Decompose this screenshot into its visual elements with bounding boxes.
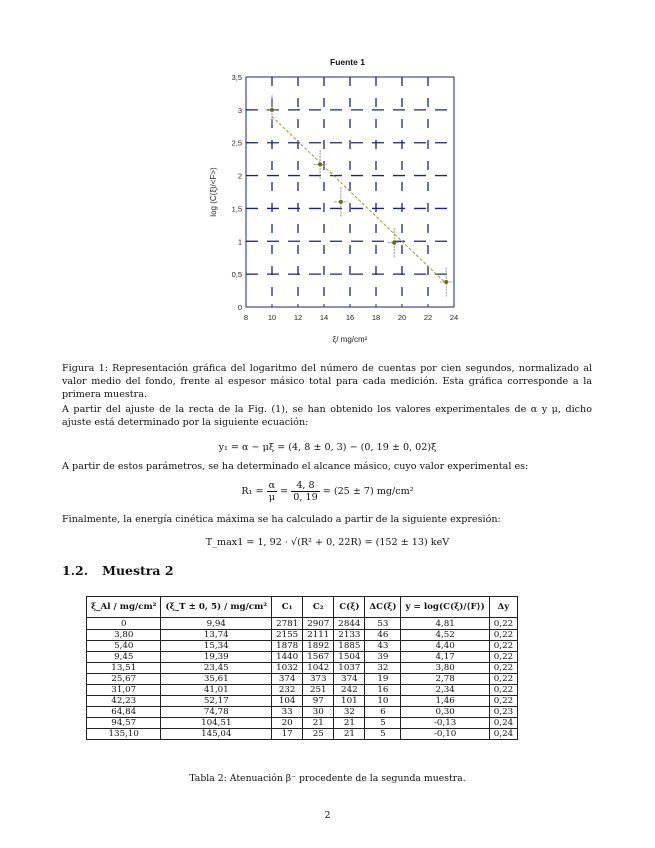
- paragraph-energy: Finalmente, la energía cinética máxima se ha calculado a partir de la siguiente expresión:: [62, 514, 501, 525]
- table-cell: 16: [365, 685, 401, 696]
- table-cell: 4,52: [401, 630, 489, 641]
- table-cell: 1567: [303, 652, 334, 663]
- equation-energy: T_max1 = 1, 92 · √(R² + 0, 22R) = (152 ± 13) keV: [205, 537, 450, 548]
- table-row: [87, 718, 518, 729]
- paragraph-fit: A partir del ajuste de la recta de la Fig. (1), se han obtenido los valores experimentales de α y μ, dicho ajuste está determinado por la siguiente ecuación:: [62, 404, 592, 428]
- eq2-frac1: [267, 480, 277, 503]
- figure-caption: Figura 1: Representación gráfica del logaritmo del número de cuentas por cien segundos, normalizado al valor medio del fondo, frente al espesor másico total para cada medición. Esta gráfica corresponde a la primera muestra.: [62, 363, 592, 400]
- table-body: [87, 618, 518, 740]
- table-cell: -0,13: [401, 718, 489, 729]
- table-cell: 0,22: [489, 685, 517, 696]
- table-cell: 3,80: [401, 663, 489, 674]
- table-cell: -0,10: [401, 729, 489, 740]
- x-tick-label: 8: [243, 313, 249, 322]
- table-row: [87, 707, 518, 718]
- table-cell: 4,40: [401, 641, 489, 652]
- table-cell: 2,78: [401, 674, 489, 685]
- table-cell: 35,61: [161, 674, 272, 685]
- eq2-frac1-den: μ: [268, 492, 275, 503]
- table-cell: 3,80: [87, 630, 161, 641]
- x-tick-label: 14: [319, 313, 329, 322]
- data-point: [339, 200, 343, 204]
- table-cell: 101: [334, 696, 365, 707]
- table-cell: 0: [87, 618, 161, 630]
- table-row: [87, 663, 518, 674]
- table-cell: 0,22: [489, 652, 517, 663]
- table-header-row: [87, 597, 518, 618]
- x-tick-label: 24: [449, 313, 459, 322]
- eq2-frac2-num: 4, 8: [291, 480, 319, 492]
- table-cell: 0,22: [489, 641, 517, 652]
- table-cell: 1440: [272, 652, 303, 663]
- table-cell: 2111: [303, 630, 334, 641]
- page-number: 2: [324, 810, 331, 821]
- table-cell: 0,23: [489, 707, 517, 718]
- data-point: [444, 280, 448, 284]
- equation-fit: y₁ = α − μξ = (4, 8 ± 0, 3) − (0, 19 ± 0, 02)ξ: [218, 442, 437, 453]
- table-cell: 1037: [334, 663, 365, 674]
- table-cell: 242: [334, 685, 365, 696]
- table-cell: 32: [334, 707, 365, 718]
- table-cell: 1504: [334, 652, 365, 663]
- table-cell: 104: [272, 696, 303, 707]
- table-cell: 39: [365, 652, 401, 663]
- table-cell: 0,22: [489, 696, 517, 707]
- table-header-cell: ξ_Al / mg/cm²: [87, 597, 161, 618]
- table-cell: 17: [272, 729, 303, 740]
- table-cell: 2133: [334, 630, 365, 641]
- y-tick-label: 0: [237, 303, 242, 312]
- data-point: [392, 241, 396, 245]
- table-row: [87, 696, 518, 707]
- table-cell: 0,22: [489, 630, 517, 641]
- table-cell: 374: [272, 674, 303, 685]
- table-cell: 20: [272, 718, 303, 729]
- y-axis-label: log (C(ξ)/<F>): [209, 167, 218, 217]
- table-cell: 64,84: [87, 707, 161, 718]
- table-cell: 9,94: [161, 618, 272, 630]
- eq2-frac2-den: 0, 19: [293, 492, 318, 503]
- eq2-rhs: = (25 ± 7) mg/cm²: [322, 486, 414, 497]
- eq2-mid: =: [280, 486, 289, 497]
- x-axis-label: ξ/ mg/cm²: [332, 335, 368, 344]
- data-point: [318, 162, 322, 166]
- table-cell: 19,39: [161, 652, 272, 663]
- y-tick-label: 2: [237, 171, 242, 181]
- table-cell: 2781: [272, 618, 303, 630]
- table-cell: 0,30: [401, 707, 489, 718]
- table-cell: 30: [303, 707, 334, 718]
- table-row: [87, 618, 518, 630]
- eq2-frac1-num: α: [268, 480, 276, 491]
- table-cell: 1878: [272, 641, 303, 652]
- table-cell: 4,81: [401, 618, 489, 630]
- table-cell: 6: [365, 707, 401, 718]
- table-header-cell: y = log(C(ξ)/⟨F⟩): [401, 597, 489, 618]
- table-cell: 2907: [303, 618, 334, 630]
- table-caption: Tabla 2: Atenuación β⁻ procedente de la segunda muestra.: [189, 773, 466, 784]
- table-cell: 5: [365, 729, 401, 740]
- table-cell: 0,24: [489, 718, 517, 729]
- table-cell: 5: [365, 718, 401, 729]
- y-tick-label: 1: [237, 237, 242, 247]
- table-cell: 33: [272, 707, 303, 718]
- paragraph-range: A partir de estos parámetros, se ha determinado el alcance másico, cuyo valor experimental es:: [62, 461, 529, 472]
- table-header-cell: C₁: [272, 597, 303, 618]
- table-cell: 145,04: [161, 729, 272, 740]
- table-cell: 2,34: [401, 685, 489, 696]
- table-cell: 74,78: [161, 707, 272, 718]
- table-cell: 21: [334, 729, 365, 740]
- section-number: 1.2.: [62, 563, 89, 578]
- table-cell: 21: [303, 718, 334, 729]
- eq2-frac2: [291, 480, 319, 503]
- table-cell: 2155: [272, 630, 303, 641]
- table-cell: 0,22: [489, 663, 517, 674]
- table-cell: 94,57: [87, 718, 161, 729]
- scatter-chart: [200, 65, 480, 350]
- table-cell: 23,45: [161, 663, 272, 674]
- x-tick-label: 12: [293, 313, 303, 322]
- section-title: Muestra 2: [102, 563, 174, 578]
- y-tick-label: 2,5: [231, 138, 242, 148]
- table-header-cell: Δy: [489, 597, 517, 618]
- y-tick-label: 3,5: [231, 73, 242, 82]
- eq2-lhs: R₁ =: [241, 486, 264, 497]
- x-tick-label: 20: [397, 313, 407, 322]
- section-heading: [62, 563, 188, 578]
- x-tick-label: 16: [345, 313, 355, 322]
- table-row: [87, 674, 518, 685]
- table-cell: 10: [365, 696, 401, 707]
- table-cell: 104,51: [161, 718, 272, 729]
- table-row: [87, 685, 518, 696]
- table-cell: 42,23: [87, 696, 161, 707]
- table-cell: 374: [334, 674, 365, 685]
- table-cell: 25,67: [87, 674, 161, 685]
- table-cell: 1032: [272, 663, 303, 674]
- table-cell: 1885: [334, 641, 365, 652]
- table-cell: 0,24: [489, 729, 517, 740]
- fit-line: [272, 116, 446, 283]
- table-cell: 135,10: [87, 729, 161, 740]
- table-row: [87, 630, 518, 641]
- table-cell: 15,34: [161, 641, 272, 652]
- table-cell: 1892: [303, 641, 334, 652]
- table-header-cell: C(ξ): [334, 597, 365, 618]
- figure-title: Fuente 1: [330, 57, 365, 67]
- table-cell: 53: [365, 618, 401, 630]
- table-cell: 13,51: [87, 663, 161, 674]
- table-cell: 46: [365, 630, 401, 641]
- table-header-cell: C₂: [303, 597, 334, 618]
- table-cell: 52,17: [161, 696, 272, 707]
- table-cell: 9,45: [87, 652, 161, 663]
- table-row: [87, 641, 518, 652]
- table-header-cell: ΔC(ξ): [365, 597, 401, 618]
- x-tick-label: 10: [267, 313, 277, 322]
- table-cell: 25: [303, 729, 334, 740]
- table-cell: 31,07: [87, 685, 161, 696]
- table-header-cell: (ξ_T ± 0, 5) / mg/cm²: [161, 597, 272, 618]
- table-cell: 251: [303, 685, 334, 696]
- table-cell: 97: [303, 696, 334, 707]
- table-cell: 1,46: [401, 696, 489, 707]
- table-cell: 21: [334, 718, 365, 729]
- table-cell: 43: [365, 641, 401, 652]
- y-tick-label: 0,5: [231, 270, 242, 280]
- y-tick-label: 3: [237, 105, 242, 115]
- table-cell: 0,22: [489, 674, 517, 685]
- y-tick-label: 1,5: [231, 204, 242, 214]
- table-cell: 5,40: [87, 641, 161, 652]
- table-cell: 2844: [334, 618, 365, 630]
- data-table: [86, 596, 518, 740]
- table-cell: 41,01: [161, 685, 272, 696]
- table-row: [87, 652, 518, 663]
- table-cell: 32: [365, 663, 401, 674]
- table-cell: 0,22: [489, 618, 517, 630]
- table-cell: 1042: [303, 663, 334, 674]
- table-cell: 4,17: [401, 652, 489, 663]
- data-point: [270, 108, 274, 112]
- table-cell: 232: [272, 685, 303, 696]
- x-tick-label: 18: [371, 313, 381, 322]
- x-tick-label: 22: [423, 313, 433, 322]
- table-row: [87, 729, 518, 740]
- table-cell: 13,74: [161, 630, 272, 641]
- equation-range: [0, 480, 655, 503]
- table-cell: 373: [303, 674, 334, 685]
- table-cell: 19: [365, 674, 401, 685]
